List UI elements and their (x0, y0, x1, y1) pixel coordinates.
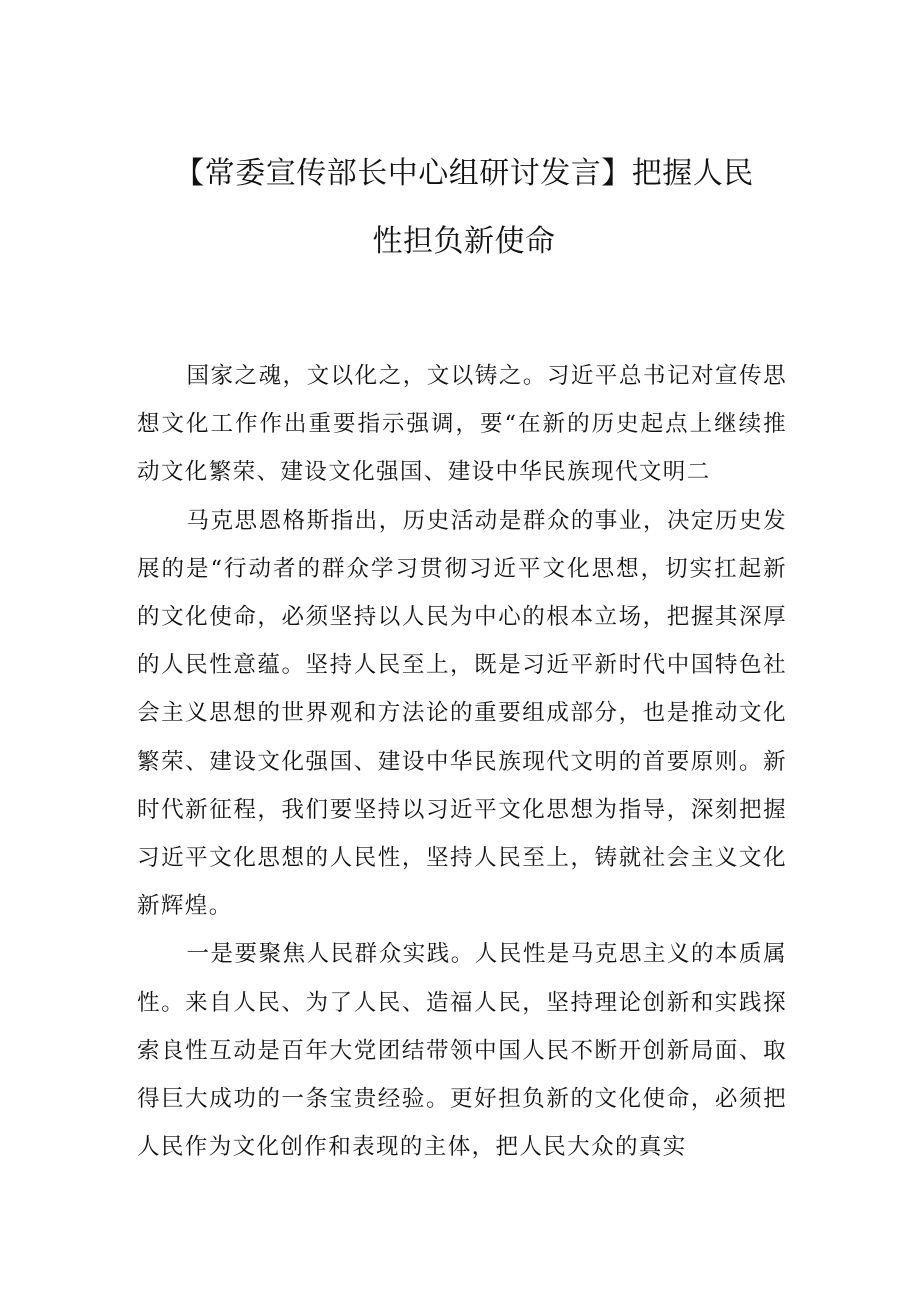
document-body (137, 352, 787, 1171)
title-line: 性担负新使命 (372, 224, 556, 259)
title-line: 【常委宣传部长中心组研讨发言】把握人民 (174, 156, 754, 191)
paragraph: 国家之魂，文以化之，文以铸之。习近平总书记对宣传思想文化工作作出重要指示强调，要“在新的历史起点上继续推动文化繁荣、建设文化强国、建设中华民族现代文明二 (137, 363, 787, 486)
paragraph: 马克思恩格斯指出，历史活动是群众的事业，决定历史发展的是“行动者的群众学习贯彻习近平文化思想，切实扛起新的文化使命，必须坚持以人民为中心的根本立场，把握其深厚的人民性意蕴。坚持人民至上，既是习近平新时代中国特色社会主义思想的世界观和方法论的重要组成部分，也是推动文化繁荣、建设文化强国、建设中华民族现代文明的首要原则。新时代新征程，我们要坚持以习近平文化思想为指导，深刻把握习近平文化思想的人民性，坚持人民至上，铸就社会主义文化新辉煌。 (137, 507, 787, 920)
paragraph: 一是要聚焦人民群众实践。人民性是马克思主义的本质属性。来自人民、为了人民、造福人民，坚持理论创新和实践探索良性互动是百年大党团结带领中国人民不断开创新局面、取得巨大成功的一条宝贵经验。更好担负新的文化使命，必须把人民作为文化创作和表现的主体，把人民大众的真实 (137, 941, 787, 1161)
document-title (140, 140, 788, 276)
